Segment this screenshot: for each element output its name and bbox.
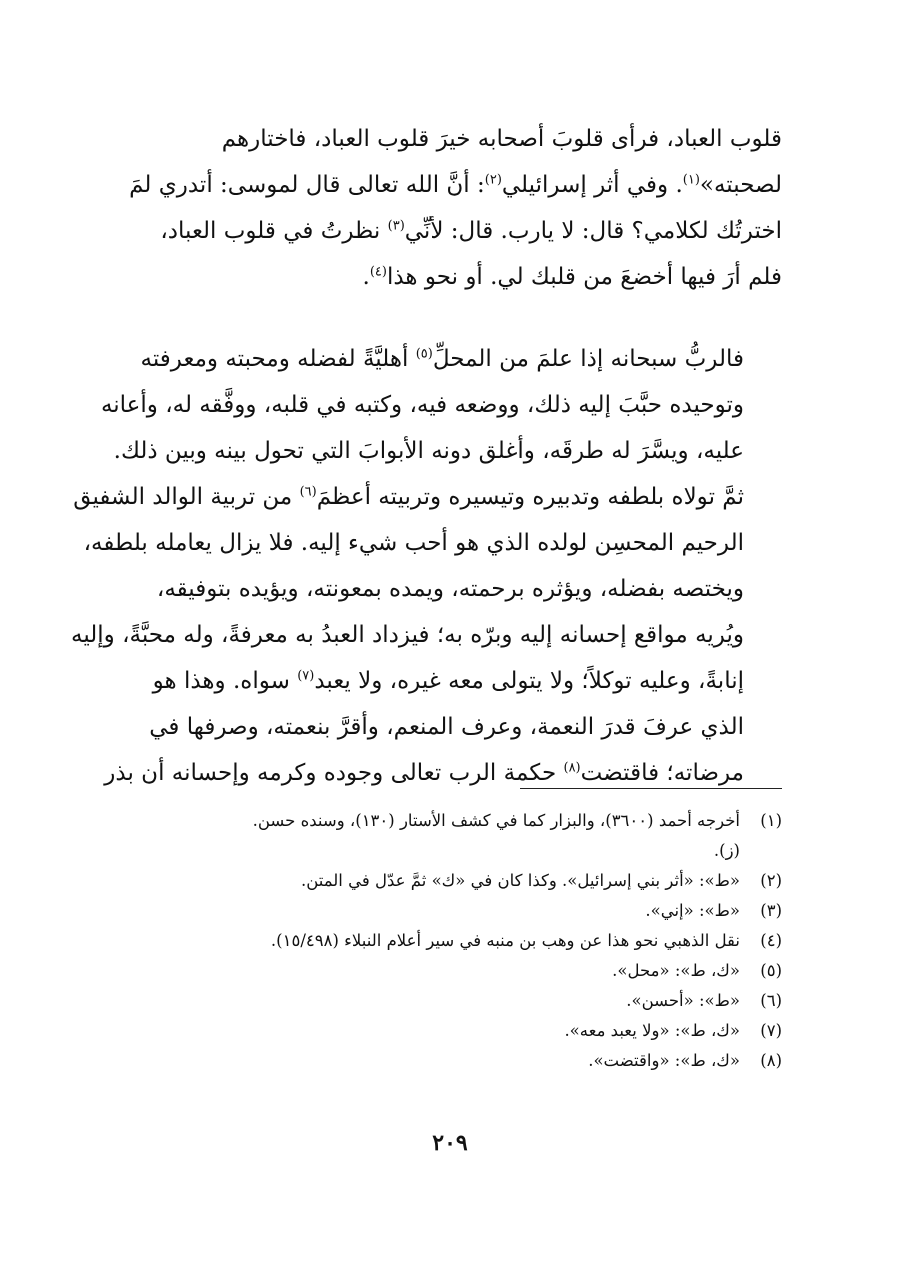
text-span: (ز).	[713, 841, 740, 860]
footnote-number: (٤)	[760, 931, 782, 950]
text-span: عليه، ويسَّرَ له طرقَه، وأغلق دونه الأبوابَ التي تحول بينه وبين ذلك.	[113, 438, 744, 464]
footnote-divider	[520, 788, 782, 789]
footnote-text: «ك، ط»: «محل».	[612, 961, 740, 980]
footnote-number: (٦)	[760, 991, 782, 1010]
text-line	[120, 336, 782, 382]
text-line	[120, 566, 782, 612]
footnote-text: «ط»: «إني».	[645, 901, 740, 920]
text-span: مرضاته؛ فاقتضت	[580, 760, 744, 786]
footnote-number: (٣)	[760, 901, 782, 920]
footnote-text	[120, 806, 740, 866]
footnotes	[120, 806, 782, 1076]
footnote-item	[120, 866, 782, 896]
text-span: قلوب العباد، فرأى قلوبَ أصحابه خيرَ قلوب العباد، فاختارهم	[221, 126, 782, 152]
text-line	[120, 704, 782, 750]
text-span: .	[362, 264, 370, 290]
text-span: حكمة الرب تعالى وجوده وكرمه وإحسانه أن بذر	[104, 760, 564, 786]
footnote-number: (٨)	[760, 1051, 782, 1070]
text-line	[83, 520, 782, 566]
footnote-ref-3: (٣)	[387, 218, 405, 234]
paragraph-2	[71, 336, 782, 796]
footnote-ref-8: (٨)	[563, 760, 581, 776]
footnote-text: نقل الذهبي نحو هذا عن وهب بن منبه في سير أعلام النبلاء (١٥/٤٩٨).	[270, 931, 740, 950]
text-line	[73, 474, 782, 520]
footnote-item	[120, 806, 782, 866]
footnote-number: (٧)	[760, 1021, 782, 1040]
text-span: الرحيم المحسِن لولده الذي هو أحب شيء إليه. فلا يزال يعامله بلطفه،	[83, 530, 744, 556]
text-line	[113, 428, 782, 474]
footnote-number: (٢)	[760, 871, 782, 890]
footnote-number: (٥)	[760, 961, 782, 980]
text-span: من تربية الوالد الشفيق	[73, 484, 300, 510]
text-line	[71, 612, 782, 658]
text-span: أهليَّةً لفضله ومحبته ومعرفته	[140, 346, 416, 372]
footnote-number: (١)	[760, 811, 782, 830]
text-span: ويُريه مواقع إحسانه إليه وبرّه به؛ فيزداد العبدُ به معرفةً، وله محبَّةً، وإليه	[71, 622, 744, 648]
text-span: نظرتُ في قلوب العباد،	[160, 218, 388, 244]
footnote-item	[120, 896, 782, 926]
text-span: لصحبته»	[699, 172, 782, 198]
text-span: فلم أرَ فيها أخضعَ من قلبك لي. أو نحو هذا	[386, 264, 782, 290]
page-number: ٢٠٩	[432, 1130, 468, 1156]
text-line	[120, 162, 782, 208]
text-span: سواه. وهذا هو	[152, 668, 298, 694]
text-line	[104, 750, 782, 796]
footnote-ref-7: (٧)	[297, 668, 315, 684]
text-line	[120, 658, 782, 704]
footnote-item	[120, 926, 782, 956]
text-span: : أنَّ الله تعالى قال لموسى: أتدري لمَ	[129, 172, 485, 198]
text-line	[120, 116, 782, 162]
footnote-ref-5: (٥)	[415, 346, 433, 362]
footnote-ref-2: (٢)	[484, 172, 502, 188]
footnote-ref-1: (١)	[682, 172, 700, 188]
text-span: ثمَّ تولاه بلطفه وتدبيره وتيسيره وتربيته أعظمَ	[316, 484, 744, 510]
footnote-text: «ط»: «أثر بني إسرائيل». وكذا كان في «ك» ثمَّ عدّل في المتن.	[300, 871, 740, 890]
footnote-item	[120, 956, 782, 986]
footnote-ref-6: (٦)	[299, 484, 317, 500]
text-span: الذي عرفَ قدرَ النعمة، وعرف المنعم، وأقرَّ بنعمته، وصرفها في	[149, 714, 744, 740]
footnote-ref-4: (٤)	[369, 264, 387, 280]
text-span: . وفي أثر إسرائيلي	[501, 172, 683, 198]
footnote-text: «ك، ط»: «واقتضت».	[588, 1051, 740, 1070]
text-span: أخرجه أحمد (٣٦٠٠)، والبزار كما في كشف الأستار (١٣٠)، وسنده حسن.	[252, 811, 740, 830]
text-span: فالربُّ سبحانه إذا علمَ من المحلِّ	[432, 346, 744, 372]
text-span: وتوحيده حبَّبَ إليه ذلك، ووضعه فيه، وكتبه في قلبه، ووفَّقه له، وأعانه	[100, 392, 744, 418]
text-line	[100, 382, 782, 428]
footnote-item	[120, 1046, 782, 1076]
footnote-text: «ط»: «أحسن».	[626, 991, 740, 1010]
text-span: اخترتُك لكلامي؟ قال: لا يارب. قال: لأنِّي	[404, 218, 782, 244]
text-span: إنابةً، وعليه توكلاً؛ ولا يتولى معه غيره، ولا يعبد	[314, 668, 744, 694]
text-line	[120, 208, 782, 254]
footnote-item	[120, 986, 782, 1016]
footnote-text: «ك، ط»: «ولا يعبد معه».	[564, 1021, 740, 1040]
text-line	[120, 254, 782, 300]
text-span: ويختصه بفضله، ويؤثره برحمته، ويمده بمعونته، ويؤيده بتوفيقه،	[156, 576, 744, 602]
footnote-item	[120, 1016, 782, 1046]
paragraph-1	[120, 116, 782, 300]
